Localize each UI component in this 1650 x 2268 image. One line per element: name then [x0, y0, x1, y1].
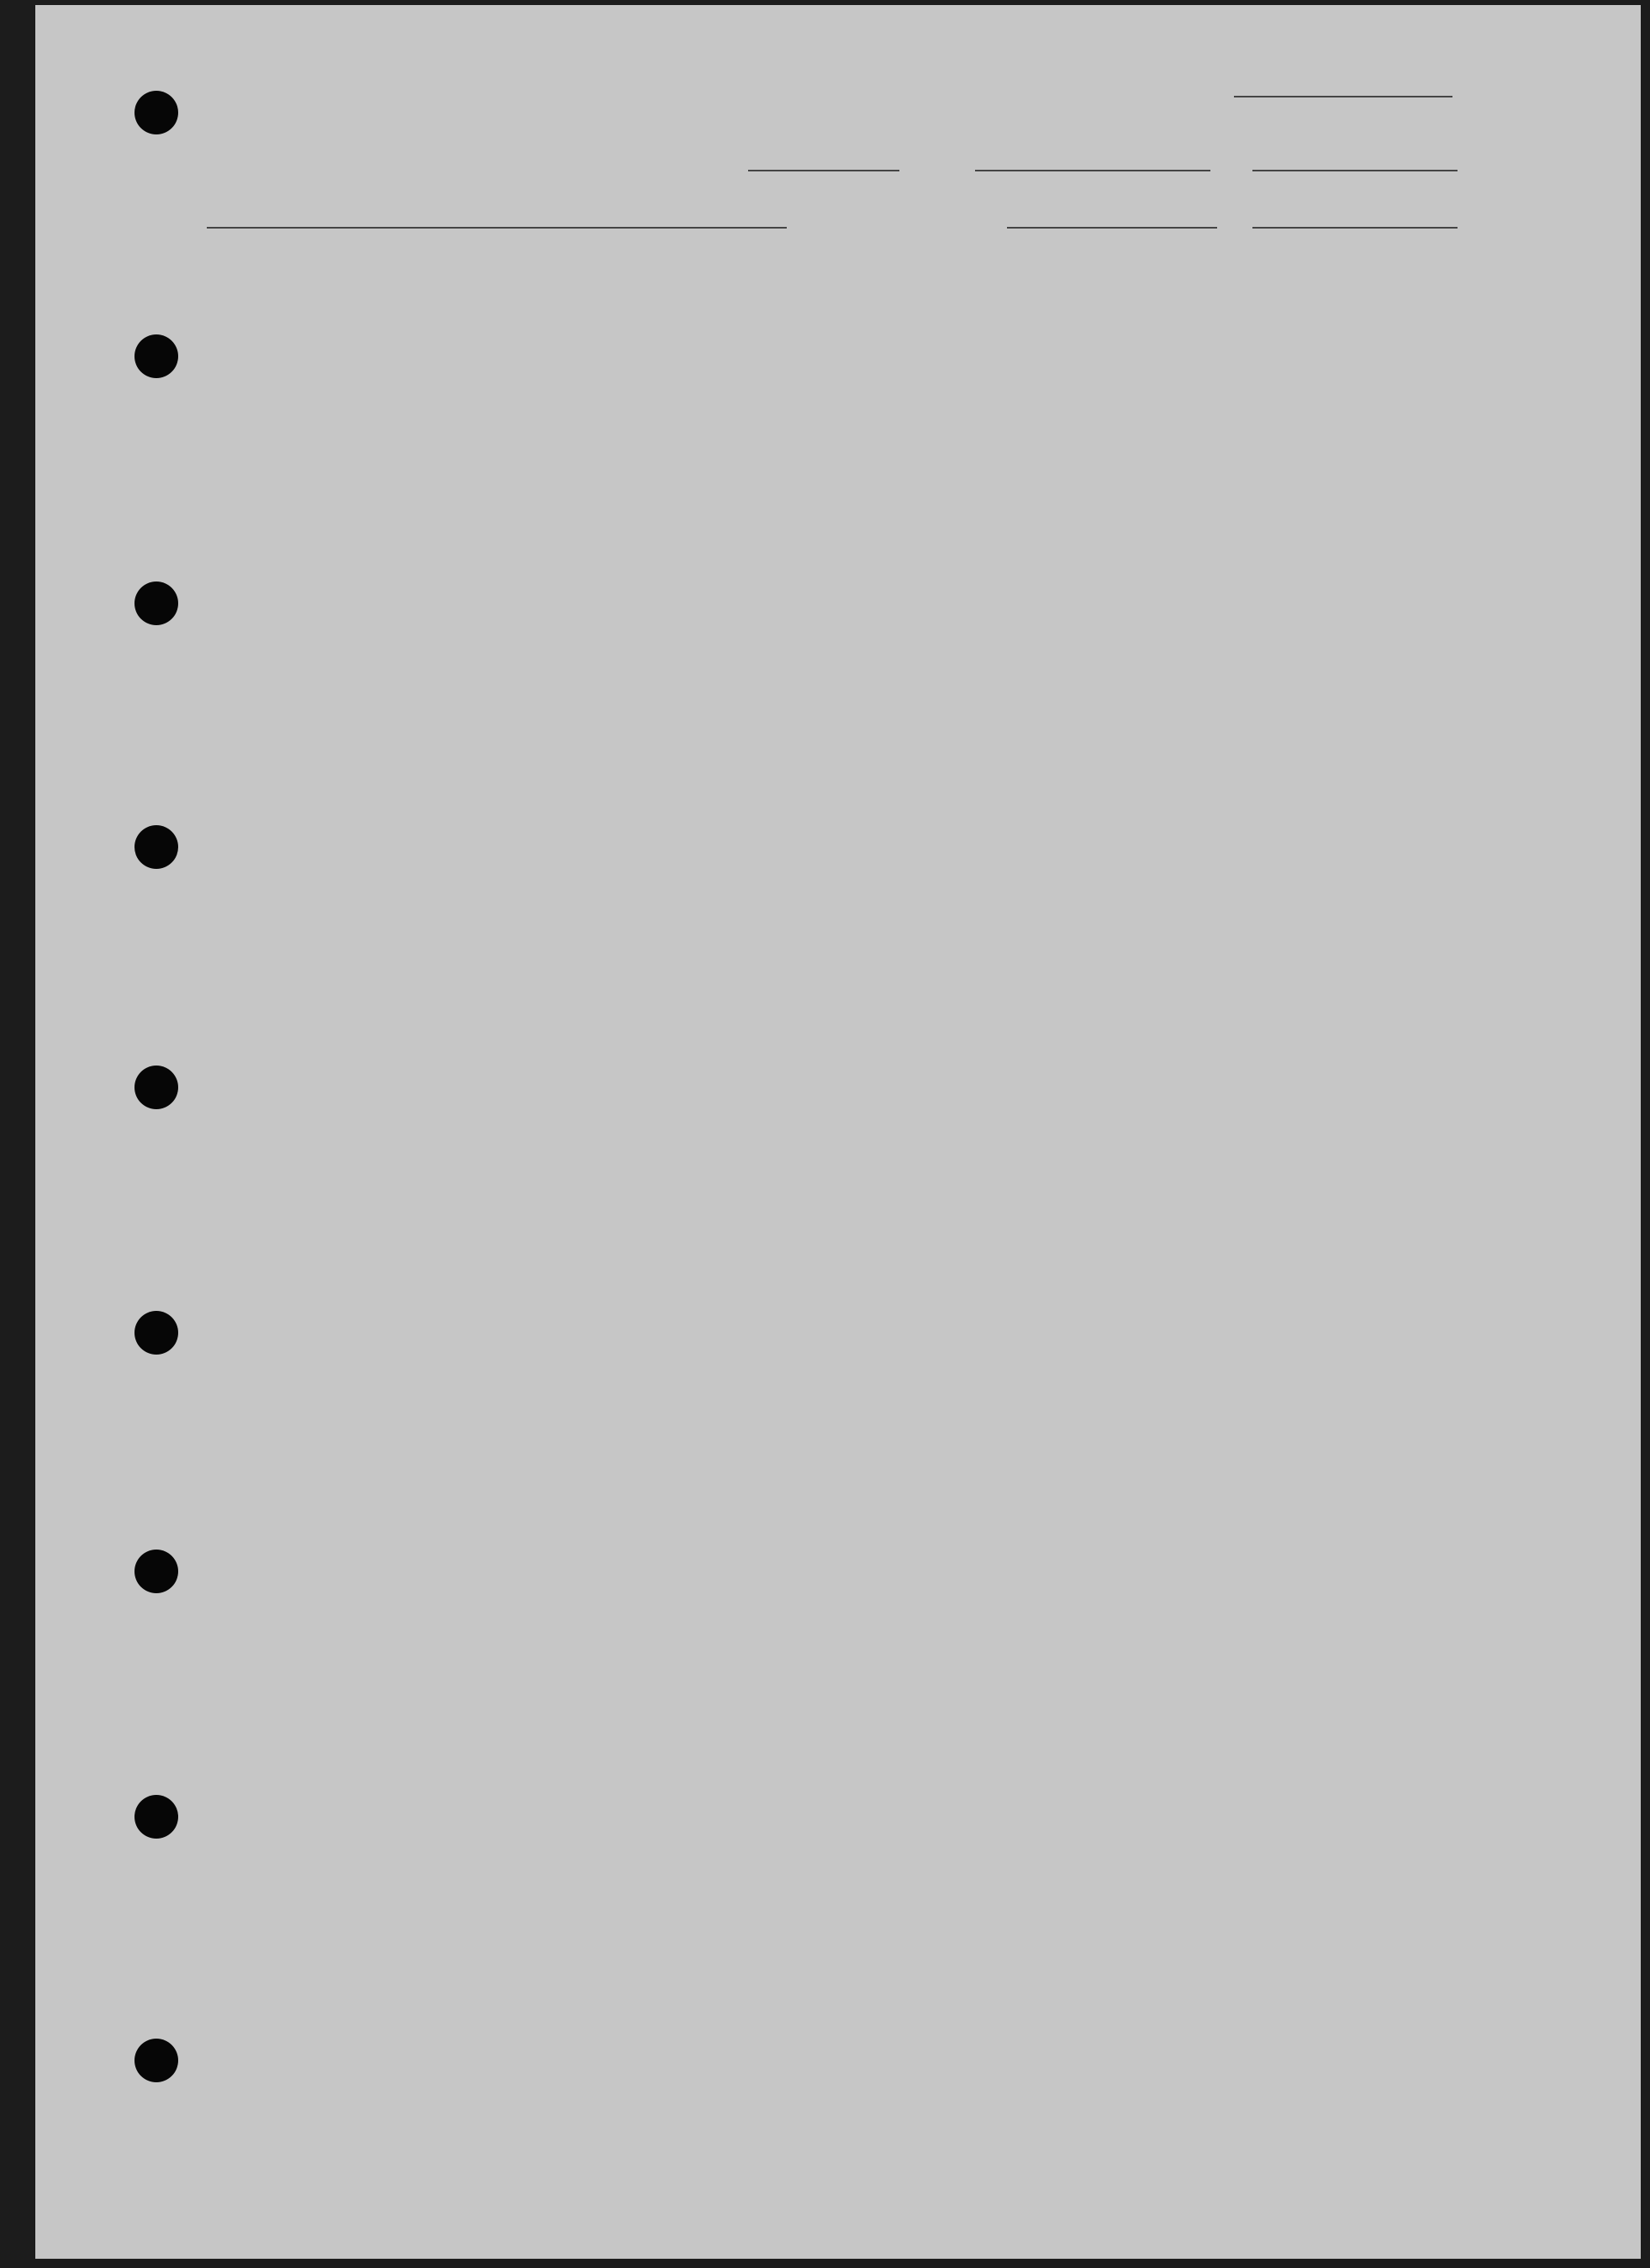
binder-hole — [134, 334, 178, 378]
binder-hole — [134, 1550, 178, 1593]
binder-hole — [134, 581, 178, 625]
binder-hole — [134, 1066, 178, 1109]
manifest-page — [35, 5, 1641, 2259]
binder-hole — [134, 2039, 178, 2082]
binder-hole — [134, 91, 178, 134]
binder-hole — [134, 825, 178, 869]
binder-hole — [134, 1311, 178, 1355]
binder-hole — [134, 1795, 178, 1839]
